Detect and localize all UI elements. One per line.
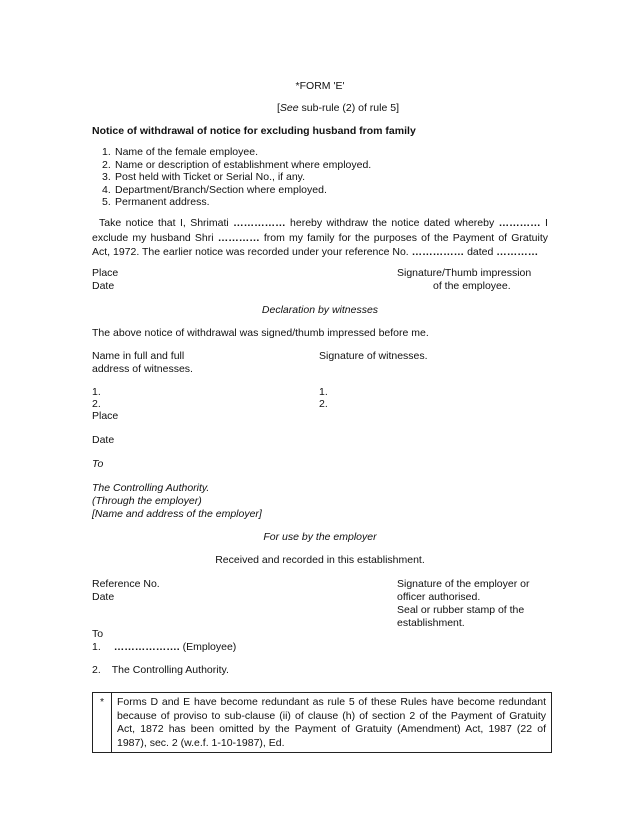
to-item-employee: 1. ………………. (Employee) [92,641,237,653]
witness-2-name: 2. [92,398,101,410]
witness-2-signature: 2. [319,398,328,410]
list-item: 5. Permanent address. [102,196,210,209]
footnote-box [92,692,552,753]
list-item: 1. Name of the female employee. [102,146,258,158]
date-label-2: Date [92,434,115,446]
received-text: Received and recorded in this establishment. [215,554,425,566]
address-of-witnesses-label: address of witnesses. [92,363,193,375]
form-rule-reference: [See sub-rule (2) of rule 5] [277,102,399,114]
employer-signature-line-1: Signature of the employer or [397,578,530,590]
date-label: Date [92,280,115,292]
reference-no-label: Reference No. [92,578,160,590]
place-label-2: Place [92,410,119,422]
form-title: *FORM 'E' [295,80,345,92]
date-label-3: Date [92,591,115,603]
notice-title: Notice of withdrawal of notice for excluding husband from family [92,125,416,137]
list-item: 2. Name or description of establishment where employed. [102,158,372,171]
authority-line-2: (Through the employer) [92,495,202,507]
declaration-title: Declaration by witnesses [261,304,379,316]
footnote-text: Forms D and E have become redundant as rule 5 of these Rules have become redundant because of proviso to sub-clause (ii) of clause (h) of section 2 of the Payment of Gratuity Act, 1872 has been omitted by the Payment of Gratuity (Amendment) Act, 1987 (22 of 1987), sec. 2 (w.e.f. 1-10-1987), Ed. [112,693,552,753]
employer-signature-line-3: Seal or rubber stamp of the [397,604,525,616]
withdrawal-notice-paragraph: Take notice that I, Shrimati …………… hereby withdraw the notice dated whereby ………… I exclude my husband Shri ………… from my family for the purposes of the Payment of Gratuity Act, 1972. The earlier notice was recorded under your reference No. …………… dated ………… [92,217,548,258]
signature-thumb-label: Signature/Thumb impression [397,267,532,279]
list-item: 3. Post held with Ticket or Serial No., if any. [102,171,306,184]
to-item-authority: 2. The Controlling Authority. [92,664,229,676]
see-italic: See [279,102,299,114]
authority-line-3: [Name and address of the employer] [92,508,262,520]
particulars-list [92,146,371,209]
of-employee-label: of the employee. [433,280,511,292]
witness-1-name: 1. [92,386,101,398]
to-label: To [92,458,104,470]
declaration-text: The above notice of withdrawal was signed/thumb impressed before me. [92,327,429,339]
employer-use-title: For use by the employer [263,531,377,543]
employer-signature-line-4: establishment. [397,617,465,629]
witness-1-signature: 1. [319,386,328,398]
name-in-full-label: Name in full and full [92,350,185,362]
employer-signature-line-2: officer authorised. [397,591,481,603]
footnote-marker: * [93,693,112,753]
list-item: 4. Department/Branch/Section where employed. [102,183,327,196]
authority-line-1: The Controlling Authority. [92,482,210,494]
to-label-2: To [92,628,104,640]
place-label: Place [92,267,119,279]
signature-witnesses-label: Signature of witnesses. [319,350,428,362]
